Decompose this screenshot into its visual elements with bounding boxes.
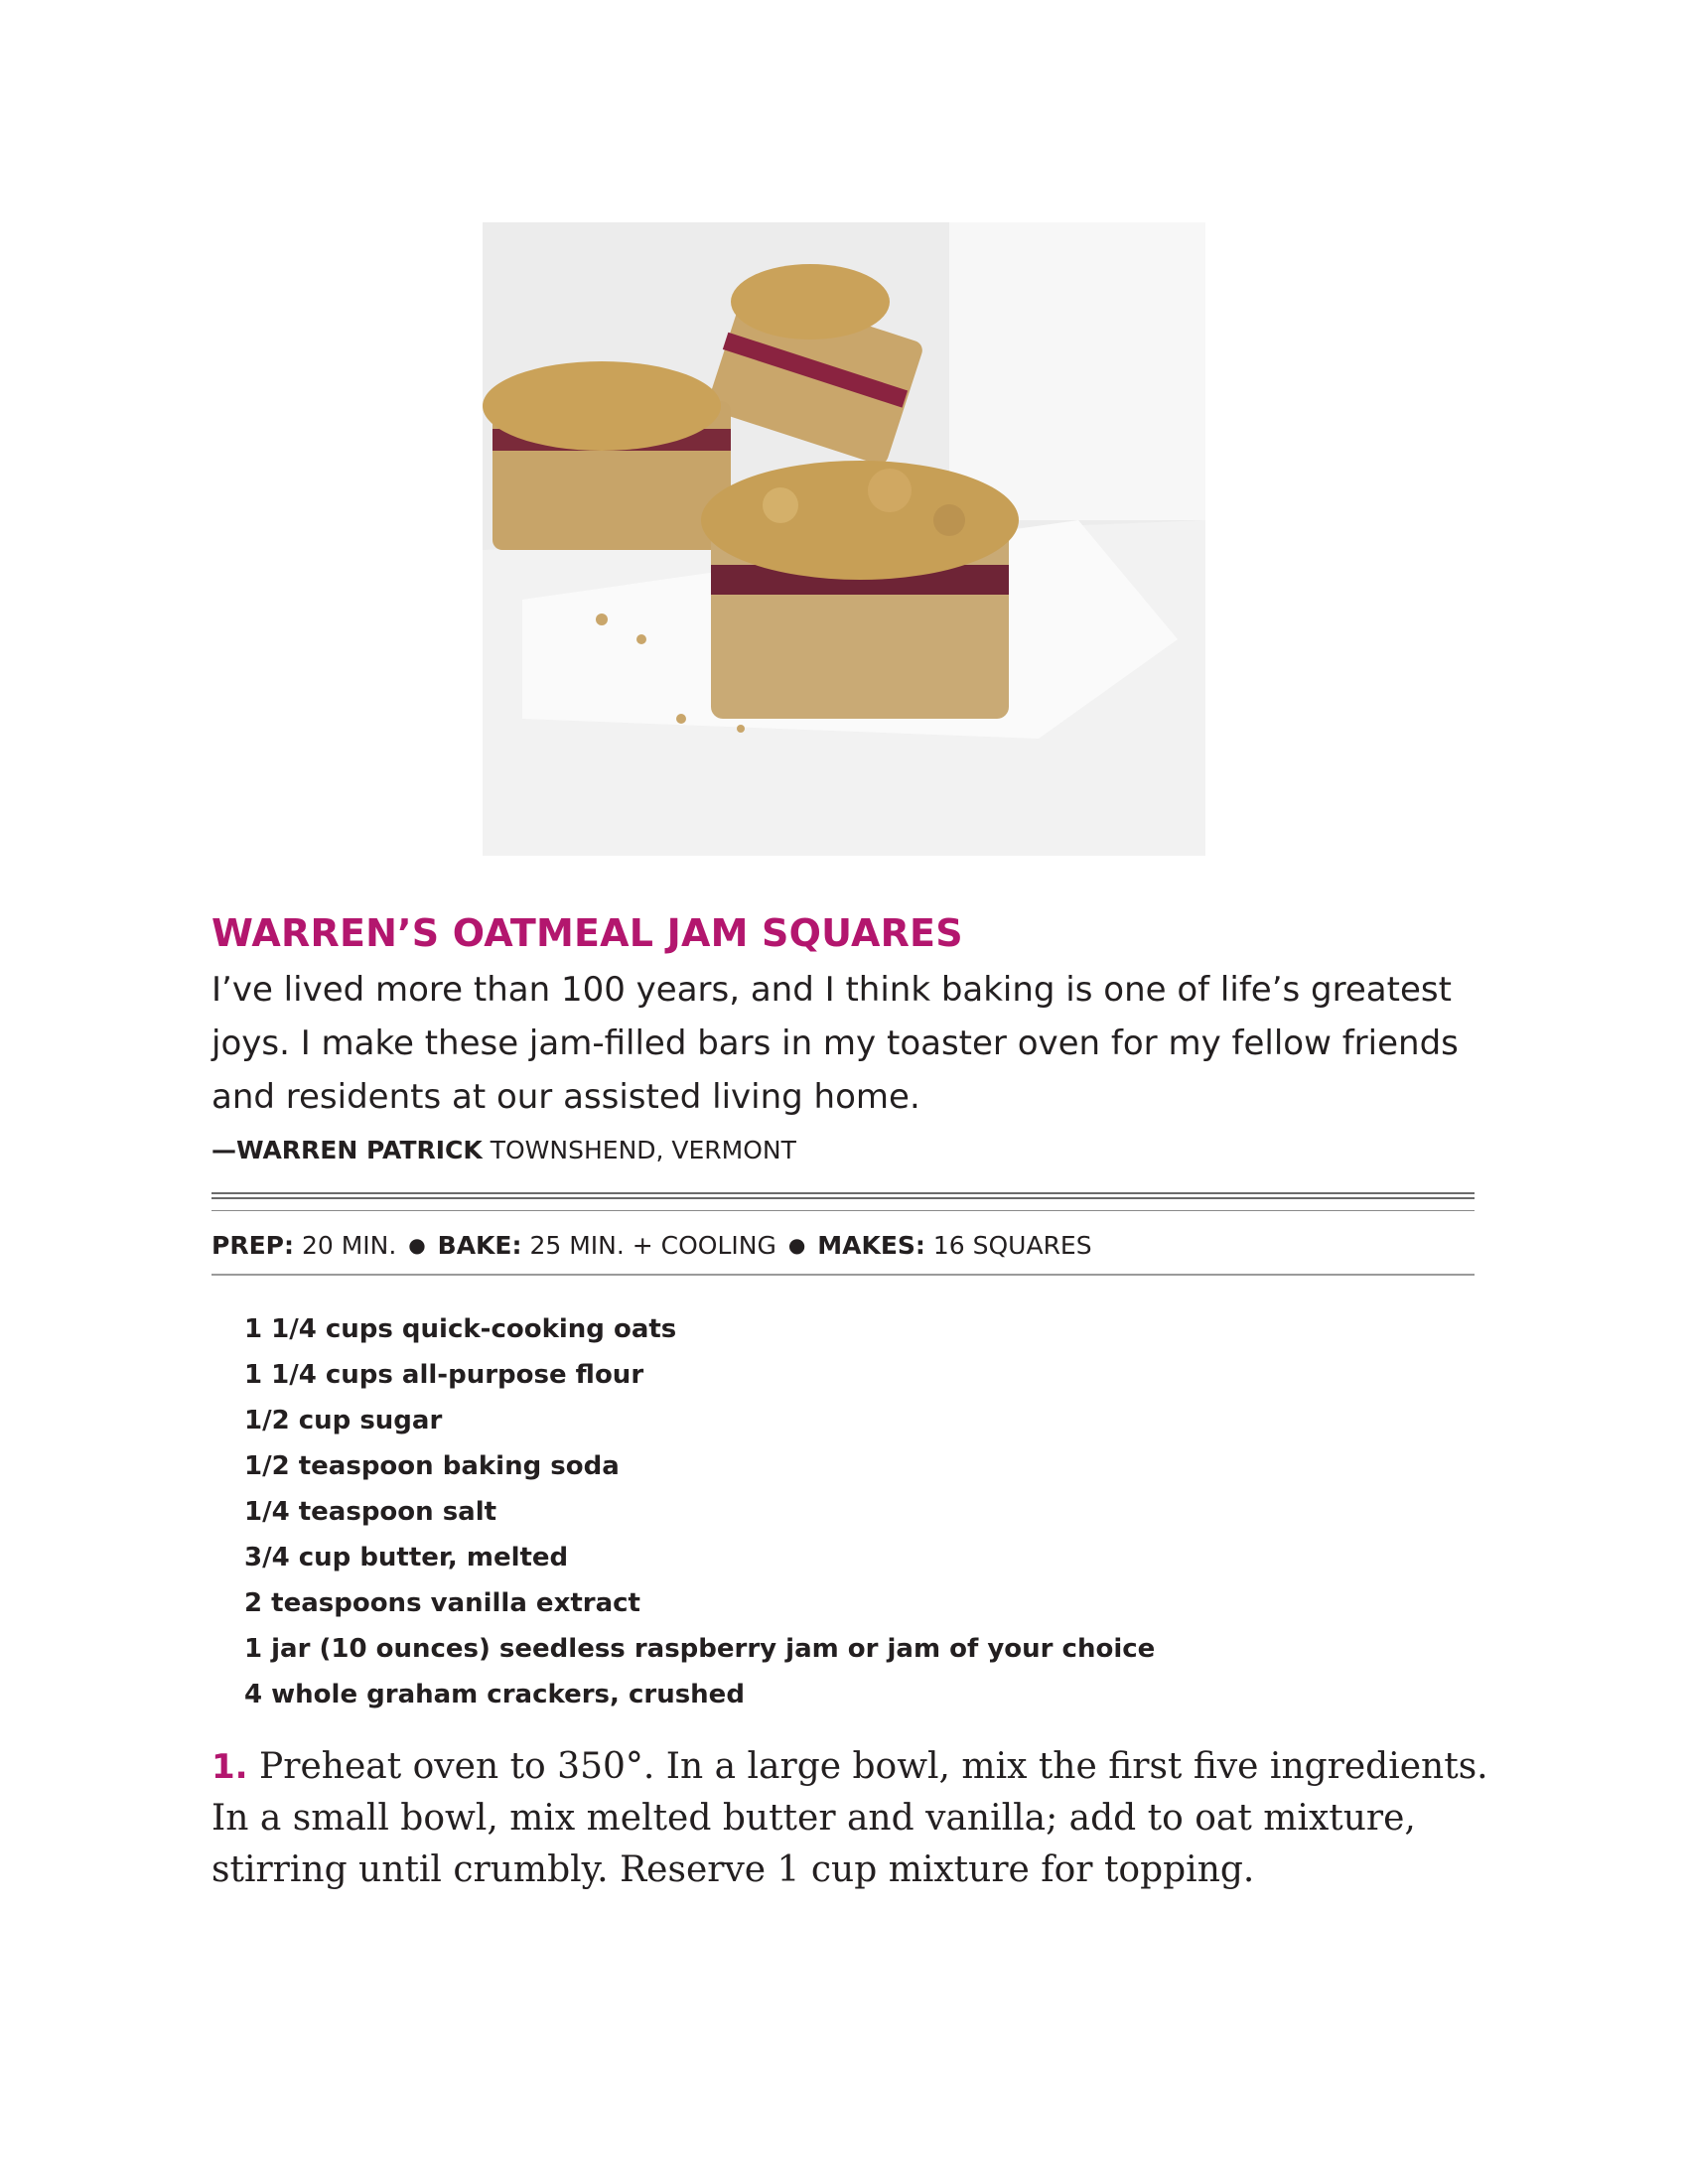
ingredient-item: 1 1/4 cups all-purpose flour: [244, 1360, 644, 1390]
makes-label: MAKES:: [817, 1231, 925, 1260]
prep-label: PREP:: [211, 1231, 294, 1260]
ingredient-item: 3/4 cup butter, melted: [244, 1543, 569, 1572]
prep-value: 20 MIN.: [301, 1231, 397, 1260]
recipe-title: WARREN’S OATMEAL JAM SQUARES: [211, 911, 963, 955]
direction-step: [211, 1741, 1492, 1896]
divider-rule: [211, 1274, 1475, 1276]
ingredient-item: 1/2 teaspoon baking soda: [244, 1451, 620, 1481]
bake-label: BAKE:: [437, 1231, 522, 1260]
divider-rule: [211, 1192, 1475, 1194]
meta-separator: ●: [408, 1233, 426, 1257]
bake-value: 25 MIN. + COOLING: [529, 1231, 776, 1260]
ingredient-item: 4 whole graham crackers, crushed: [244, 1680, 745, 1709]
makes-value: 16 SQUARES: [932, 1231, 1092, 1260]
ingredient-item: 1/4 teaspoon salt: [244, 1497, 497, 1527]
divider-rule: [211, 1210, 1475, 1211]
divider-rule: [211, 1197, 1475, 1199]
ingredient-item: 1/2 cup sugar: [244, 1406, 443, 1435]
recipe-photo: [483, 222, 1205, 856]
step-number: 1.: [211, 1747, 248, 1787]
byline-name: —WARREN PATRICK: [211, 1136, 483, 1164]
recipe-intro: I’ve lived more than 100 years, and I think baking is one of life’s greatest joys. I make these jam-filled bars in my toaster oven for my fellow friends and residents at our assisted living home.: [211, 970, 1459, 1117]
meta-separator: ●: [787, 1233, 806, 1257]
step-text: Preheat oven to 350°. In a large bowl, mix the first five ingredients. In a small bowl, mix melted butter and vanilla; add to oat mixture, stirring until crumbly. Reserve 1 cup mixture for topping.: [211, 1746, 1488, 1890]
byline-location: TOWNSHEND, VERMONT: [490, 1136, 796, 1164]
ingredient-list: [244, 1306, 1155, 1717]
ingredient-item: 1 1/4 cups quick-cooking oats: [244, 1314, 677, 1344]
recipe-meta: [211, 1231, 1092, 1260]
ingredient-item: 1 jar (10 ounces) seedless raspberry jam or jam of your choice: [244, 1634, 1156, 1664]
recipe-byline: [211, 1136, 796, 1164]
ingredient-item: 2 teaspoons vanilla extract: [244, 1588, 640, 1618]
